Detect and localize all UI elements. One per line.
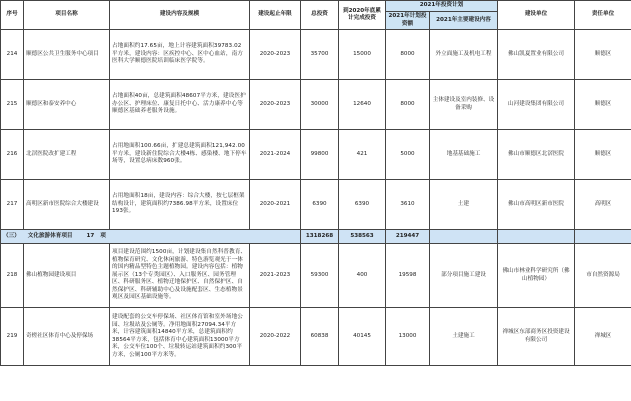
row-district: 高明区 xyxy=(575,180,631,230)
row-done: 40145 xyxy=(339,308,386,366)
table-row xyxy=(1,30,631,80)
header-total: 总投资 xyxy=(301,1,339,30)
row-district: 禅城区 xyxy=(575,308,631,366)
row-period: 2021-2024 xyxy=(250,130,301,180)
row-seq: 219 xyxy=(1,308,24,366)
row-period: 2020-2023 xyxy=(250,80,301,130)
header-unit: 建设单位 xyxy=(498,1,575,30)
category-plan: 219447 xyxy=(386,230,430,244)
table-row xyxy=(1,308,631,366)
row-done: 6390 xyxy=(339,180,386,230)
row-district: 市自然资源局 xyxy=(575,244,631,308)
row-unit: 山河建设集团有限公司 xyxy=(498,80,575,130)
header-name: 项目名称 xyxy=(24,1,110,30)
category-name: 文化旅游体育项目 xyxy=(27,232,73,239)
row-content: 占用地面积18亩，建设内容：综合大楼，按七层框架结构设计，建筑面积约7386.98平方米，设置床位193张。 xyxy=(110,180,250,230)
row-name: 顺德区公共卫生服务中心项目 xyxy=(24,30,110,80)
row-content: 建设配套的公交车停保场、社区体育馆和室外场地公园、垃圾站及公厕等。净用地面积27094.34平方米，计容建筑面积14840平方米，总建筑面积约38564平方米，包括体育中心建筑面积13000平方米，公交车位100个、垃圾转运站建筑面积约300平方米，公厕100平方米等。 xyxy=(110,308,250,366)
row-done: 400 xyxy=(339,244,386,308)
row-plan-content: 土建施工 xyxy=(430,308,498,366)
row-seq: 217 xyxy=(1,180,24,230)
row-plan: 13000 xyxy=(386,308,430,366)
row-seq: 216 xyxy=(1,130,24,180)
row-unit: 佛山市高明区新市医院 xyxy=(498,180,575,230)
header-plan-2021: 2021年投资计划 xyxy=(386,1,498,12)
row-content: 项目建设范围约1500亩，计划建设集自然科普教育、植物保育研究、文化休闲旅游、特色游览观光于一体的国内精品型特色主题植物园。建设内容包括：植物展示区（13个专类园区）、入口服务区、园务管理区、科研服务区、植物迁地保护区、自然保护区、自然保护区、科研辅助中心及设施配套区、生态植物景观区及园区基础设施等。 xyxy=(110,244,250,308)
table-row xyxy=(1,80,631,130)
row-name: 高明区新市医院综合大楼建设 xyxy=(24,180,110,230)
row-total: 6390 xyxy=(301,180,339,230)
table-row xyxy=(1,180,631,230)
header-done-2020: 到2020年底累计完成投资 xyxy=(339,1,386,30)
row-unit: 佛山市林业科学研究所（佛山植物园） xyxy=(498,244,575,308)
category-done: 538563 xyxy=(339,230,386,244)
row-name: 佛山植物园建设项目 xyxy=(24,244,110,308)
row-plan-content: 外立面施工及机电工程 xyxy=(430,30,498,80)
row-total: 59300 xyxy=(301,244,339,308)
header-content: 建设内容及规模 xyxy=(110,1,250,30)
row-content: 占地面积40亩，总建筑面积48607平方米，建设医护办公区、护理床位、康复日托中心、活力康养中心等顺德区基础养老服务设施。 xyxy=(110,80,250,130)
header-seq: 序号 xyxy=(1,1,24,30)
row-period: 2021-2023 xyxy=(250,244,301,308)
header-plan-content: 2021年主要建设内容 xyxy=(430,12,498,30)
row-plan-content: 部分项目施工建设 xyxy=(430,244,498,308)
row-plan-content: 地基基础施工 xyxy=(430,130,498,180)
table-row xyxy=(1,130,631,180)
row-name: 奇槎社区体育中心及停保场 xyxy=(24,308,110,366)
row-content: 占用地面积100.66亩，扩建总建筑面积121,942.00平方米，建设新住院综合大楼4栋、感染楼、地下停车场等，设置总病床数960张。 xyxy=(110,130,250,180)
row-name: 顺德区和泰安养中心 xyxy=(24,80,110,130)
row-seq: 218 xyxy=(1,244,24,308)
row-plan: 8000 xyxy=(386,30,430,80)
row-name: 北滘医院改扩建工程 xyxy=(24,130,110,180)
row-done: 15000 xyxy=(339,30,386,80)
category-row xyxy=(1,230,631,244)
row-done: 421 xyxy=(339,130,386,180)
row-period: 2020-2022 xyxy=(250,308,301,366)
header-period: 建设起止年限 xyxy=(250,1,301,30)
category-empty xyxy=(575,230,631,244)
header-district: 责任单位 xyxy=(575,1,631,30)
row-period: 2020-2023 xyxy=(250,30,301,80)
row-plan: 5000 xyxy=(386,130,430,180)
row-district: 顺德区 xyxy=(575,80,631,130)
table-header xyxy=(1,1,631,30)
row-content: 占地面积约17.65亩，地上计容建筑面积39783.02平方米，建设内容：区疾控中心、区中心血站，南方医科大学顺德医院培训临床医学院等。 xyxy=(110,30,250,80)
row-period: 2020-2021 xyxy=(250,180,301,230)
row-district: 顺德区 xyxy=(575,30,631,80)
row-plan: 19598 xyxy=(386,244,430,308)
row-plan-content: 主体建设及室内装修、设备采购 xyxy=(430,80,498,130)
row-unit: 佛山市顺德区北滘医院 xyxy=(498,130,575,180)
row-seq: 214 xyxy=(1,30,24,80)
row-district: 顺德区 xyxy=(575,130,631,180)
category-total: 1318268 xyxy=(301,230,339,244)
row-plan: 8000 xyxy=(386,80,430,130)
header-plan-invest: 2021年计划投资额 xyxy=(386,12,430,30)
row-total: 60838 xyxy=(301,308,339,366)
category-title xyxy=(1,230,301,244)
row-total: 99800 xyxy=(301,130,339,180)
row-plan-content: 土建 xyxy=(430,180,498,230)
table-row xyxy=(1,244,631,308)
row-total: 35700 xyxy=(301,30,339,80)
category-empty xyxy=(498,230,575,244)
row-unit: 佛山凯夏置业有限公司 xyxy=(498,30,575,80)
row-seq: 215 xyxy=(1,80,24,130)
row-plan: 3610 xyxy=(386,180,430,230)
category-label: （三） xyxy=(3,232,20,239)
category-empty xyxy=(430,230,498,244)
row-total: 30000 xyxy=(301,80,339,130)
row-done: 12640 xyxy=(339,80,386,130)
row-unit: 禅城区东部商务区投资建设有限公司 xyxy=(498,308,575,366)
category-count: 17 xyxy=(86,232,95,239)
category-unit-word: 项 xyxy=(100,232,106,239)
